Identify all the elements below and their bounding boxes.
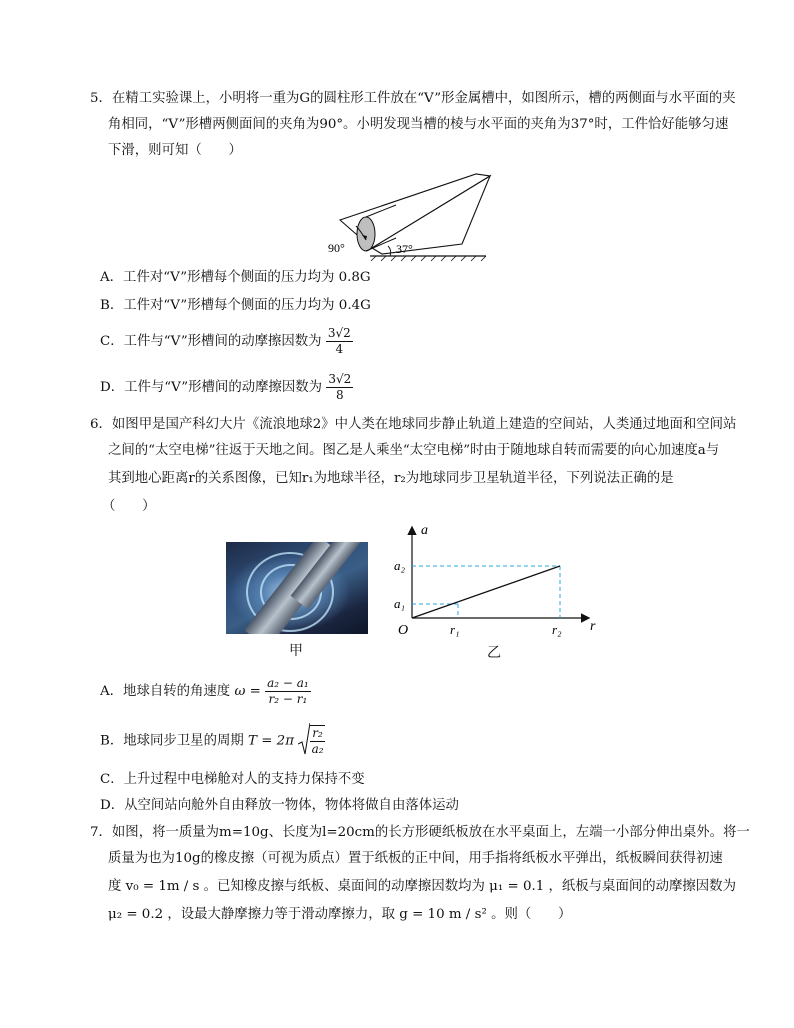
angle-37-label: 37° — [396, 242, 413, 256]
space-elevator-photo — [226, 542, 368, 634]
q6-option-b-fraction — [310, 725, 325, 757]
q6-option-a-fraction — [265, 676, 311, 707]
q6-line-3: 其到地心距离r的关系图像，已知r₁为地球半径，r₂为地球同步卫星轨道半径，下列说法正确的是 — [108, 471, 674, 486]
q6-line-1: 6．如图甲是国产科幻大片《流浪地球2》中人类在地球同步静止轨道上建造的空间站，人类通过地面和空间站 — [90, 417, 737, 432]
sqrt-icon — [298, 722, 310, 760]
q6-a-denominator: r₂ − r₁ — [268, 692, 308, 706]
q6-option-b — [100, 722, 325, 760]
tick-r1: r₁ — [450, 622, 460, 637]
q6-option-a — [100, 676, 311, 707]
q6-option-a-text: A．地球自转的角速度 — [100, 684, 231, 699]
q5-c-denominator: 4 — [335, 342, 344, 356]
q6-b-numerator: r₂ — [312, 726, 323, 740]
q5-line-1: 5．在精工实验课上，小明将一重为G的圆柱形工件放在“V”形金属槽中，如图所示，槽的两侧面与水平面的夹 — [90, 91, 736, 106]
q6-line-4: （ ） — [102, 499, 156, 514]
q5-line-2: 角相同，“V”形槽两侧面间的夹角为90°。小明发现当槽的棱与水平面的夹角为37°时，工件恰好能够匀速 — [108, 117, 729, 132]
q6-a-numerator: a₂ − a₁ — [267, 676, 309, 690]
q7-line-4: μ₂ = 0.2 ，设最大静摩擦力等于滑动摩擦力，取 g = 10 m / s² 。则（ ） — [108, 907, 572, 922]
q7-line-2: 质量为也为10g的橡皮擦（可视为质点）置于纸板的正中间，用手指将纸板水平弹出，纸板瞬间获得初速 — [108, 851, 723, 866]
q6-option-c: C．上升过程中电梯舱对人的支持力保持不变 — [100, 772, 365, 787]
caption-jia: 甲 — [289, 643, 303, 659]
q6-b-denominator: a₂ — [311, 742, 324, 756]
q5-option-d-fraction — [326, 372, 353, 403]
a-r-graph — [392, 522, 602, 640]
caption-yi: 乙 — [487, 645, 501, 661]
q6-option-a-symbol: ω = — [234, 684, 261, 699]
q5-option-d — [100, 372, 353, 403]
tick-r2: r₂ — [552, 622, 562, 637]
q5-option-c-text: C．工件与“V”形槽间的动摩擦因数为 — [100, 334, 322, 349]
x-axis-label: r — [590, 619, 596, 634]
q7-line-1: 7．如图，将一质量为m=10g、长度为l=20cm的长方形硬纸板放在水平桌面上，左端一小部分伸出桌外。将一 — [90, 825, 750, 840]
q6-option-d: D．从空间站向舱外自由释放一物体，物体将做自由落体运动 — [100, 798, 459, 813]
angle-90-label: 90° — [328, 241, 345, 255]
q5-option-b: B．工件对“V”形槽每个侧面的压力均为 0.4G — [100, 298, 371, 313]
q5-option-c — [100, 326, 353, 357]
q5-d-numerator: 3√2 — [328, 372, 352, 386]
origin-label: O — [398, 623, 409, 638]
q6-option-b-symbol: T = 2π — [248, 733, 295, 749]
q5-option-d-text: D．工件与“V”形槽间的动摩擦因数为 — [100, 380, 323, 395]
q6-option-b-text: B．地球同步卫星的周期 — [100, 733, 244, 749]
q5-line-3: 下滑，则可知（ ） — [108, 143, 242, 158]
v-groove-figure — [326, 170, 496, 262]
q5-option-c-fraction — [326, 326, 353, 357]
tick-a2: a₂ — [394, 558, 406, 573]
tick-a1: a₁ — [394, 596, 406, 611]
q6-line-2: 之间的“太空电梯”往返于天地之间。图乙是人乘坐“太空电梯”时由于随地球自转而需要的向心加速度a与 — [108, 443, 720, 458]
q5-c-numerator: 3√2 — [327, 326, 351, 340]
q7-line-3: 度 v₀ = 1m / s 。已知橡皮擦与纸板、桌面间的动摩擦因数均为 μ₁ = 0.1 ，纸板与桌面间的动摩擦因数为 — [108, 879, 736, 894]
y-axis-label: a — [421, 523, 428, 538]
q5-d-denominator: 8 — [335, 388, 344, 402]
data-line — [412, 566, 560, 618]
q5-option-a: A．工件对“V”形槽每个侧面的压力均为 0.8G — [100, 270, 371, 285]
